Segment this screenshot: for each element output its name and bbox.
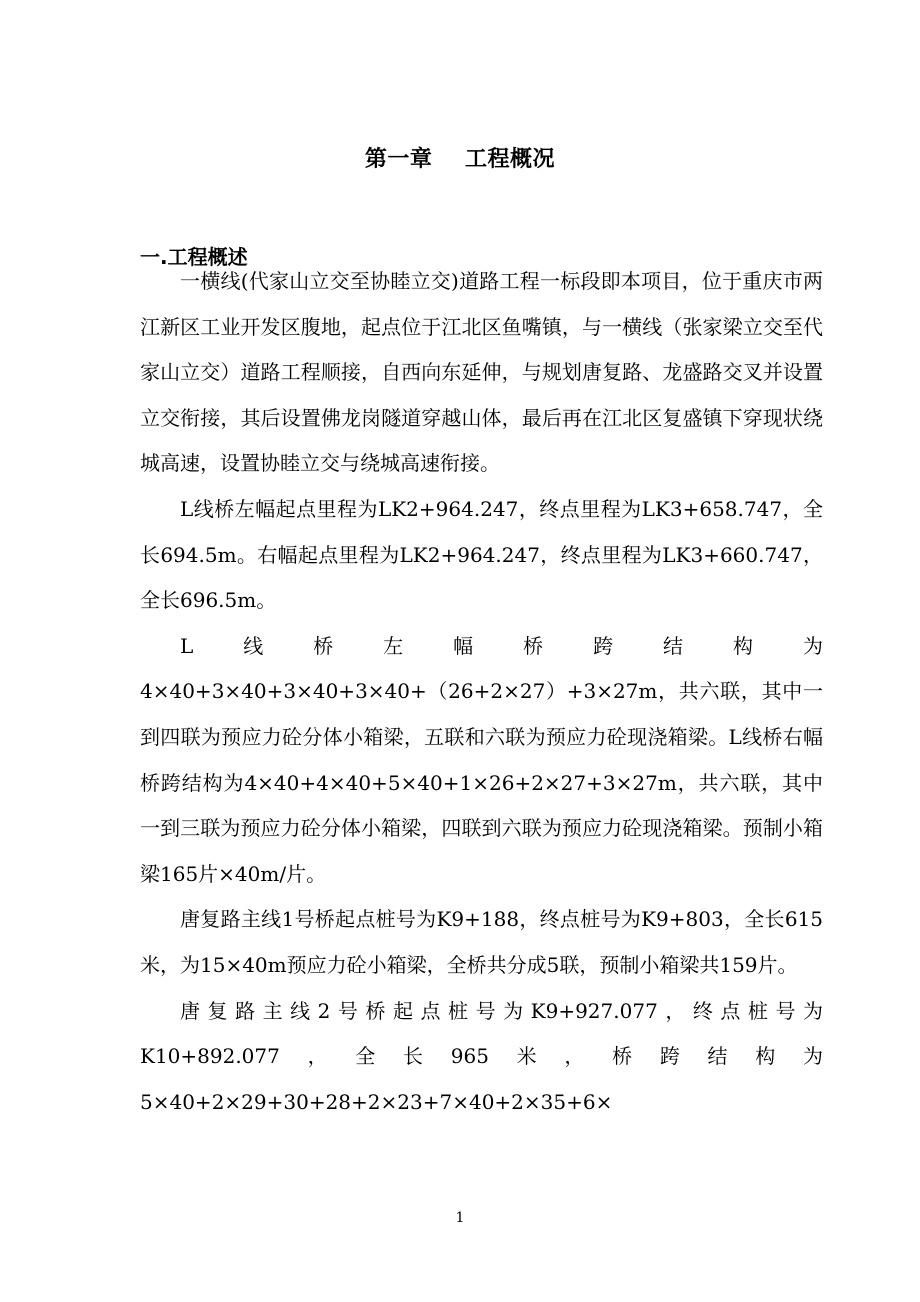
paragraph-l-bridge-mileage: L线桥左幅起点里程为LK2+964.247，终点里程为LK3+658.747，全长694.5m。右幅起点里程为LK2+964.247，终点里程为LK3+660.747，全长696.5m。 (140, 496, 823, 613)
chapter-title: 第一章 工程概况 (364, 147, 556, 172)
paragraph-tangfu-bridge-1: 唐复路主线1号桥起点桩号为K9+188，终点桩号为K9+803，全长615米，为15×40m预应力砼小箱梁，全桥共分成5联，预制小箱梁共159片。 (140, 907, 823, 977)
paragraph-l-bridge-structure: L线桥左幅桥跨结构为4×40+3×40+3×40+3×40+（26+2×27）+3×27m，共六联，其中一到四联为预应力砼分体小箱梁，五联和六联为预应力砼现浇箱梁。L线桥右幅桥跨结构为4×40+4×40+5×40+1×26+2×27+3×27m，共六联，其中一到三联为预应力砼分体小箱梁，四联到六联为预应力砼现浇箱梁。预制小箱梁165片×40m/片。 (140, 633, 823, 886)
section-heading: 一.工程概述 (140, 245, 248, 269)
body-text (140, 259, 823, 1125)
paragraph-tangfu-bridge-2: 唐复路主线2号桥起点桩号为K9+927.077，终点桩号为K10+892.077，全长965米，桥跨结构为5×40+2×29+30+28+2×23+7×40+2×35+6× (140, 998, 823, 1114)
paragraph-project-overview: 一横线(代家山立交至协睦立交)道路工程一标段即本项目，位于重庆市两江新区工业开发区腹地，起点位于江北区鱼嘴镇，与一横线（张家梁立交至代家山立交）道路工程顺接，自西向东延伸，与规划唐复路、龙盛路交叉并设置立交衔接，其后设置佛龙岗隧道穿越山体，最后再在江北区复盛镇下穿现状绕城高速，设置协睦立交与绕城高速衔接。 (140, 269, 823, 476)
page-number: 1 (455, 1210, 465, 1226)
